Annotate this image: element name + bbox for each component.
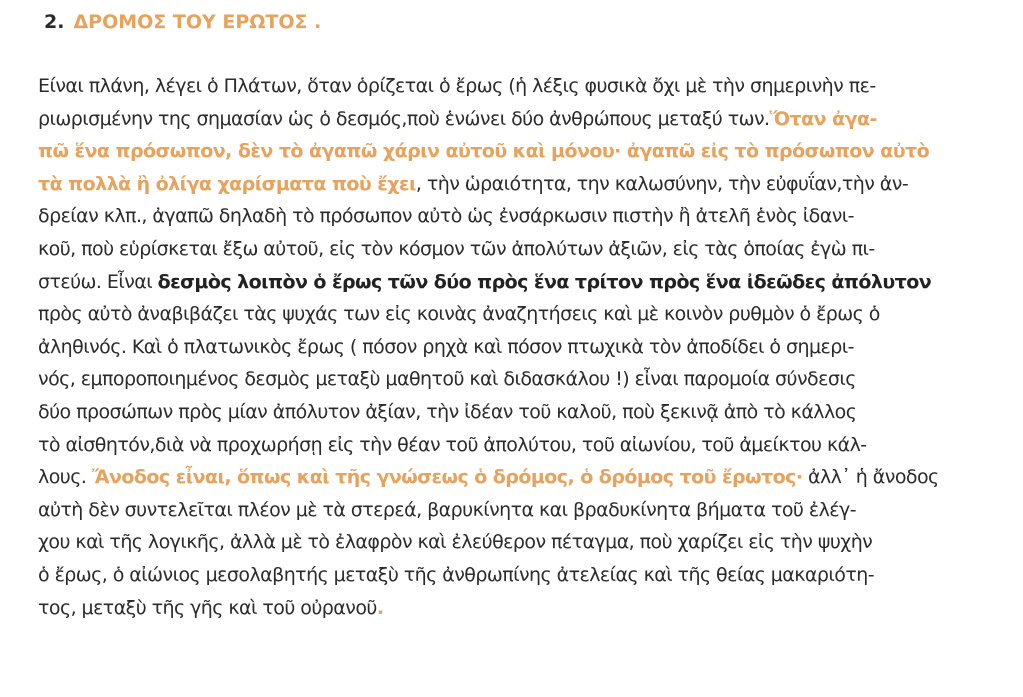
text-line [38,526,988,559]
text-segment: χου καὶ τῆς λογικῆς, ἀλλὰ μὲ τὸ ἐλαφρὸν καὶ ἐλεύθερον πέταγμα, ποὺ χαρίζει εἰς τὴν ψυχὴν [38,531,873,554]
text-segment: Είναι πλάνη, λέγει ὁ Πλάτων, ὅταν ὁρίζεται ὁ ἔρως (ἡ λέξις φυσικὰ ὄχι μὲ τὴν σημερινὴν πε- [38,75,876,97]
text-segment: ριωρισμένην της σημασίαν ὡς ὁ δεσμός,ποὺ ἑνώνει δύο ἀνθρώπους μεταξύ των. [38,107,770,130]
text-segment: τὸ αἰσθητόν,διὰ νὰ προχωρήσῃ εἰς τὴν θέαν τοῦ ἀπολύτου, τοῦ αἰωνίου, τοῦ ἀμείκτου κάλ- [38,433,867,456]
text-segment: , τὴν ὡραιότητα, την καλωσύνην, τὴν εὐφυΐαν,τὴν ἀν- [415,172,909,195]
text-line [38,559,988,592]
body-paragraph [38,70,988,624]
text-line [38,298,988,331]
text-segment: πρὸς αὐτὸ ἀναβιβάζει τὰς ψυχάς των εἰς κοινὰς ἀναζητήσεις καὶ μὲ κοινὸν ρυθμὸν ὁ ἔρως ὁ [38,303,880,326]
highlighted-text: τὰ πολλὰ ἢ ὀλίγα χαρίσματα ποὺ ἔχει [38,172,416,195]
highlighted-text: Ὅταν ἀγα- [769,107,877,130]
section-heading [44,11,321,33]
text-segment: ἀλλ᾽ ἡ ἄνοδος [802,466,939,489]
text-line [38,592,988,625]
text-line [38,233,988,266]
text-line [38,494,988,527]
highlighted-text: . [376,596,384,619]
bold-text: δεσμὸς λοιπὸν ὁ ἔρως τῶν δύο πρὸς ἕνα τρίτον πρὸς ἕνα ἰδεῶδες ἀπόλυτον [157,270,932,293]
text-line [38,168,988,201]
text-line [38,70,988,103]
text-segment: αὐτὴ δὲν συντελεῖται πλέον μὲ τὰ στερεά, βαρυκίνητα και βραδυκίνητα βήματα τοῦ ἐλέγ- [38,498,856,521]
highlighted-text: πῶ ἕνα πρόσωπον, δὲν τὸ ἀγαπῶ χάριν αὐτοῦ καὶ μόνου· ἀγαπῶ εἰς τὸ πρόσωπον αὐτὸ [38,140,930,163]
text-line [38,429,988,462]
text-segment: ἀληθινός. Καὶ ὁ πλατωνικὸς ἔρως ( πόσον ρηχὰ καὶ πόσον πτωχικὰ τὸν ἀποδίδει ὁ σημερι- [38,335,854,358]
text-line [38,461,988,494]
text-segment: κοῦ, ποὺ εὑρίσκεται ἔξω αὐτοῦ, εἰς τὸν κόσμον τῶν ἀπολύτων ἀξιῶν, εἰς τὰς ὁποίας ἐγὼ πι- [38,237,875,260]
section-title: ΔΡΟΜΟΣ ΤΟΥ ΕΡΩΤΟΣ . [73,11,322,33]
text-line [38,331,988,364]
text-line [38,103,988,136]
highlighted-text: Ἄνοδος εἶναι, ὅπως καὶ τῆς γνώσεως ὁ δρόμος, ὁ δρόμος τοῦ ἔρωτος· [91,466,803,489]
section-number: 2. [44,11,65,33]
text-segment: λους. [38,466,92,489]
text-segment: στεύω. Εἶναι [38,270,158,293]
text-line [38,135,988,168]
text-line [38,363,988,396]
text-segment: ὁ ἔρως, ὁ αἰώνιος μεσολαβητής μεταξὺ τῆς ἀνθρωπίνης ἀτελείας καὶ τῆς θείας μακαριότη- [38,563,875,586]
text-segment: νός, εμποροποιημένος δεσμὸς μεταξὺ μαθητοῦ καὶ διδασκάλου !) εἶναι παρομοία σύνδεσις [38,368,856,391]
text-line [38,200,988,233]
text-segment: τος, μεταξὺ τῆς γῆς καὶ τοῦ οὐρανοῦ [38,596,377,619]
text-segment: δύο προσώπων πρὸς μίαν ἀπόλυτον ἀξίαν, τὴν ἰδέαν τοῦ καλοῦ, ποὺ ξεκινᾷ ἀπὸ τὸ κάλλος [38,400,857,423]
text-line [38,396,988,429]
text-line [38,266,988,299]
text-segment: δρείαν κλπ., ἀγαπῶ δηλαδὴ τὸ πρόσωπον αὐτὸ ὡς ἐνσάρκωσιν πιστὴν ἢ ἀτελῆ ἑνὸς ἰδανι- [38,205,854,228]
